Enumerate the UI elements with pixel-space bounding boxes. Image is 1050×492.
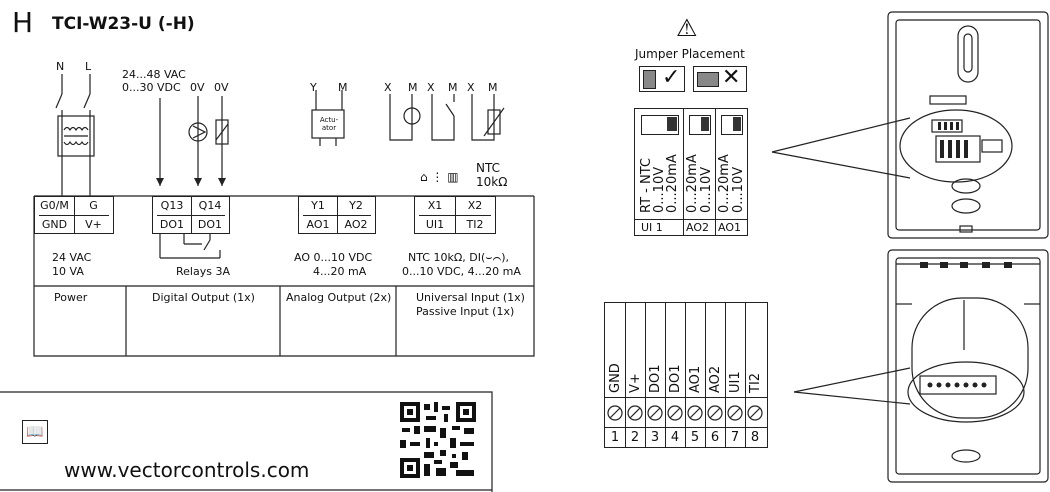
col-ao1: AO1	[718, 221, 741, 234]
check-icon: ✓	[662, 65, 681, 90]
terminal-x1: X1	[427, 199, 443, 212]
terminal-do1-a: DO1	[159, 218, 185, 231]
strip-label-ui1: UI1	[728, 371, 743, 393]
jumper-bad-pins	[697, 72, 719, 87]
warning-icon: ⚠	[676, 14, 698, 42]
label-x2: X	[467, 81, 475, 94]
ao-spec-voltage: AO 0...10 VDC	[294, 251, 373, 264]
terminal-power	[34, 196, 114, 234]
terminal-inputs	[414, 196, 496, 234]
jumper-title: Jumper Placement	[635, 47, 745, 61]
label-0v-a: 0V	[190, 81, 205, 94]
website-link[interactable]: www.vectorcontrols.com	[64, 458, 310, 482]
power-spec-voltage: 24 VAC	[52, 251, 92, 264]
terminal-ao1: AO1	[306, 218, 330, 231]
terminal-ao2: AO2	[344, 218, 368, 231]
ao1-option-20ma: 0...20mA	[717, 154, 732, 213]
ui-spec-line1: NTC 10kΩ, DI(⌣⌒),	[408, 251, 509, 264]
label-m: M	[338, 81, 348, 94]
relay-spec: Relays 3A	[176, 265, 230, 278]
strip-number-3: 3	[650, 430, 660, 445]
terminal-do1-b: DO1	[197, 218, 223, 231]
actuator-box-label	[314, 116, 344, 132]
label-dig-supply-ac: 24...48 VAC	[122, 68, 186, 81]
ao-spec-current: 4...20 mA	[313, 265, 367, 278]
terminal-digital	[152, 196, 230, 234]
label-l: L	[85, 60, 92, 73]
group-universal-input: Universal Input (1x)	[416, 291, 525, 304]
input-type-icons: ⌂ ⋮ ▥	[420, 170, 459, 184]
ui-spec-line2: 0...10 VDC, 4...20 mA	[402, 265, 521, 278]
ao2-option-20ma: 0...20mA	[685, 154, 700, 213]
terminal-x2: X2	[467, 199, 483, 212]
terminal-g: G	[89, 199, 98, 212]
strip-number-5: 5	[690, 430, 700, 445]
cross-icon: ✕	[722, 65, 741, 90]
model-title: TCI-W23-U (-H)	[52, 14, 195, 34]
book-icon: 📖	[22, 420, 48, 444]
strip-number-4: 4	[670, 430, 680, 445]
label-m1-a: M	[408, 81, 418, 94]
strip-numbers	[605, 428, 767, 447]
actuator-line-1: Actu-	[319, 116, 339, 124]
label-n: N	[56, 60, 65, 73]
jumper-bad-example	[693, 66, 747, 92]
strip-label-do1-b: DO1	[668, 364, 683, 393]
label-dig-supply-dc: 0...30 VDC	[122, 81, 181, 94]
terminal-ti2: TI2	[466, 218, 484, 231]
strip-number-1: 1	[610, 430, 620, 445]
ui1-option-rt-ntc: RT - NTC	[639, 158, 654, 213]
ao2-option-10v: 0...10V	[699, 166, 714, 213]
terminal-ui1: UI1	[425, 218, 445, 231]
group-analog-output: Analog Output (2x)	[286, 291, 392, 304]
jumper-ok-example	[639, 66, 685, 92]
group-power: Power	[54, 291, 88, 304]
strip-number-6: 6	[710, 430, 720, 445]
terminal-g0m: G0/M	[40, 199, 69, 212]
strip-label-vplus: V+	[628, 373, 643, 393]
ui1-pin-block	[641, 115, 679, 135]
ao1-pin-block	[721, 115, 743, 135]
label-x1-a: X	[384, 81, 392, 94]
terminal-q13: Q13	[160, 199, 184, 212]
strip-label-ao1: AO1	[688, 365, 703, 393]
label-m2: M	[488, 81, 498, 94]
power-spec-va: 10 VA	[52, 265, 84, 278]
ao2-pin-block	[689, 115, 711, 135]
terminal-y2: Y2	[349, 199, 363, 212]
terminal-y1: Y1	[311, 199, 325, 212]
actuator-line-2: ator	[321, 124, 337, 132]
strip-number-2: 2	[630, 430, 640, 445]
label-x1-b: X	[427, 81, 435, 94]
ui1-option-10v: 0...10V	[652, 166, 667, 213]
terminal-strip	[604, 302, 768, 448]
terminal-vplus: V+	[85, 218, 102, 231]
strip-number-7: 7	[730, 430, 740, 445]
label-ntc: NTC	[476, 161, 500, 175]
col-ui1: UI 1	[641, 221, 663, 234]
strip-number-8: 8	[750, 430, 760, 445]
label-ntc-value: 10kΩ	[476, 175, 508, 189]
jumper-table	[634, 108, 748, 236]
terminal-analog	[298, 196, 376, 234]
strip-label-ti2: TI2	[748, 372, 763, 393]
section-letter: H	[12, 6, 34, 39]
col-ao2: AO2	[686, 221, 709, 234]
label-m1-b: M	[448, 81, 458, 94]
qr-code-icon	[400, 402, 476, 478]
screw-row	[605, 398, 767, 428]
device-drawings	[760, 0, 1050, 492]
strip-label-gnd: GND	[608, 363, 623, 393]
group-passive-input: Passive Input (1x)	[416, 305, 515, 318]
strip-label-ao2: AO2	[708, 365, 723, 393]
group-digital-output: Digital Output (1x)	[152, 291, 255, 304]
ui1-option-20ma: 0...20mA	[665, 154, 680, 213]
label-0v-b: 0V	[214, 81, 229, 94]
jumper-ok-pins	[643, 70, 656, 89]
terminal-q14: Q14	[198, 199, 222, 212]
ao1-option-10v: 0...10V	[731, 166, 746, 213]
terminal-gnd: GND	[41, 218, 68, 231]
strip-label-do1-a: DO1	[648, 364, 663, 393]
label-y: Y	[310, 81, 317, 94]
